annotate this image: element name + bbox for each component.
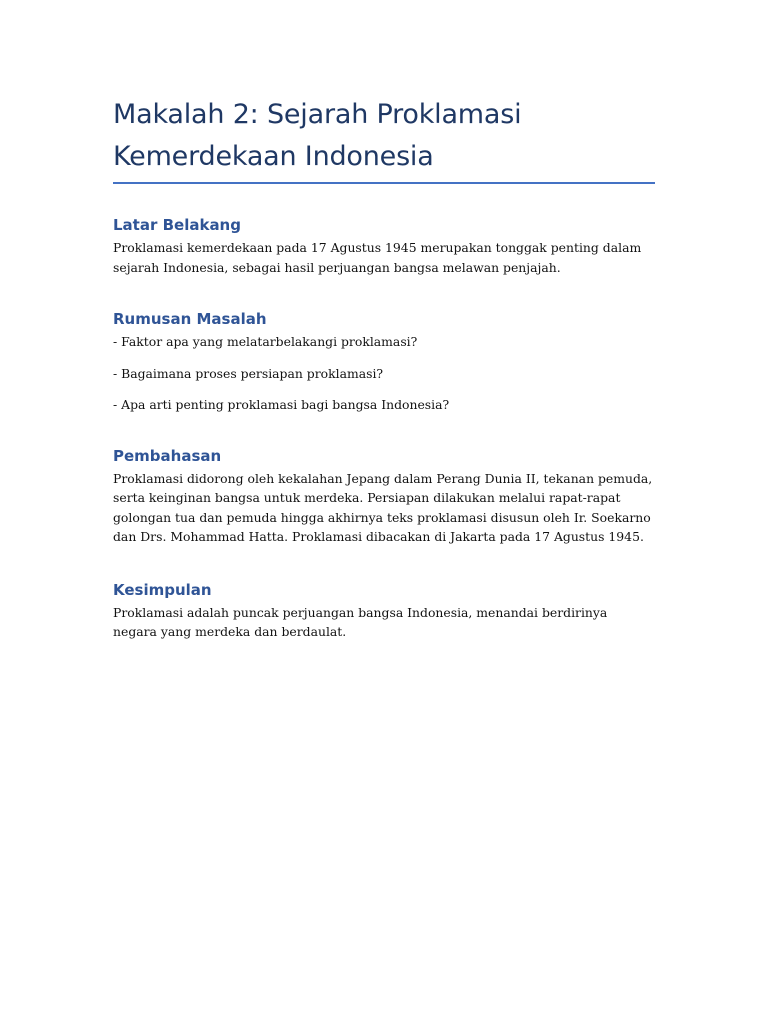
rumusan-item-1: - Faktor apa yang melatarbelakangi proklamasi? xyxy=(113,334,418,349)
pembahasan-paragraph: Proklamasi didorong oleh kekalahan Jepang dalam Perang Dunia II, tekanan pemuda, serta keinginan bangsa untuk merdeka. Persiapan dilakukan melalui rapat-rapat golongan tua dan pemuda hingga akhirnya teks proklamasi disusun oleh Ir. Soekarno dan Drs. Mohammad Hatta. Proklamasi dibacakan di Jakarta pada 17 Agustus 1945. xyxy=(113,470,653,544)
section-pembahasan xyxy=(113,446,655,547)
rumusan-item-3: - Apa arti penting proklamasi bagi bangsa Indonesia? xyxy=(113,397,450,412)
kesimpulan-paragraph: Proklamasi adalah puncak perjuangan bangsa Indonesia, menandai berdirinya negara yang merdeka dan berdaulat. xyxy=(113,604,608,639)
title-line-1: Makalah 2: Sejarah Proklamasi xyxy=(113,99,522,130)
title-underline-rule xyxy=(113,182,655,184)
document-title xyxy=(113,94,655,178)
section-heading-kesimpulan: Kesimpulan xyxy=(113,580,212,599)
section-heading-rumusan-masalah: Rumusan Masalah xyxy=(113,310,267,328)
section-rumusan-masalah xyxy=(113,309,655,415)
title-line-2: Kemerdekaan Indonesia xyxy=(113,141,434,172)
section-heading-latar-belakang: Latar Belakang xyxy=(113,216,241,234)
document-body xyxy=(113,94,655,642)
rumusan-item-2: - Bagaimana proses persiapan proklamasi? xyxy=(113,365,384,381)
section-latar-belakang xyxy=(113,215,655,277)
latar-belakang-paragraph: Proklamasi kemerdekaan pada 17 Agustus 1945 merupakan tonggak penting dalam sejarah Indonesia, sebagai hasil perjuangan bangsa melawan penjajah. xyxy=(113,240,642,275)
section-heading-pembahasan: Pembahasan xyxy=(113,446,222,465)
section-kesimpulan xyxy=(113,580,655,642)
